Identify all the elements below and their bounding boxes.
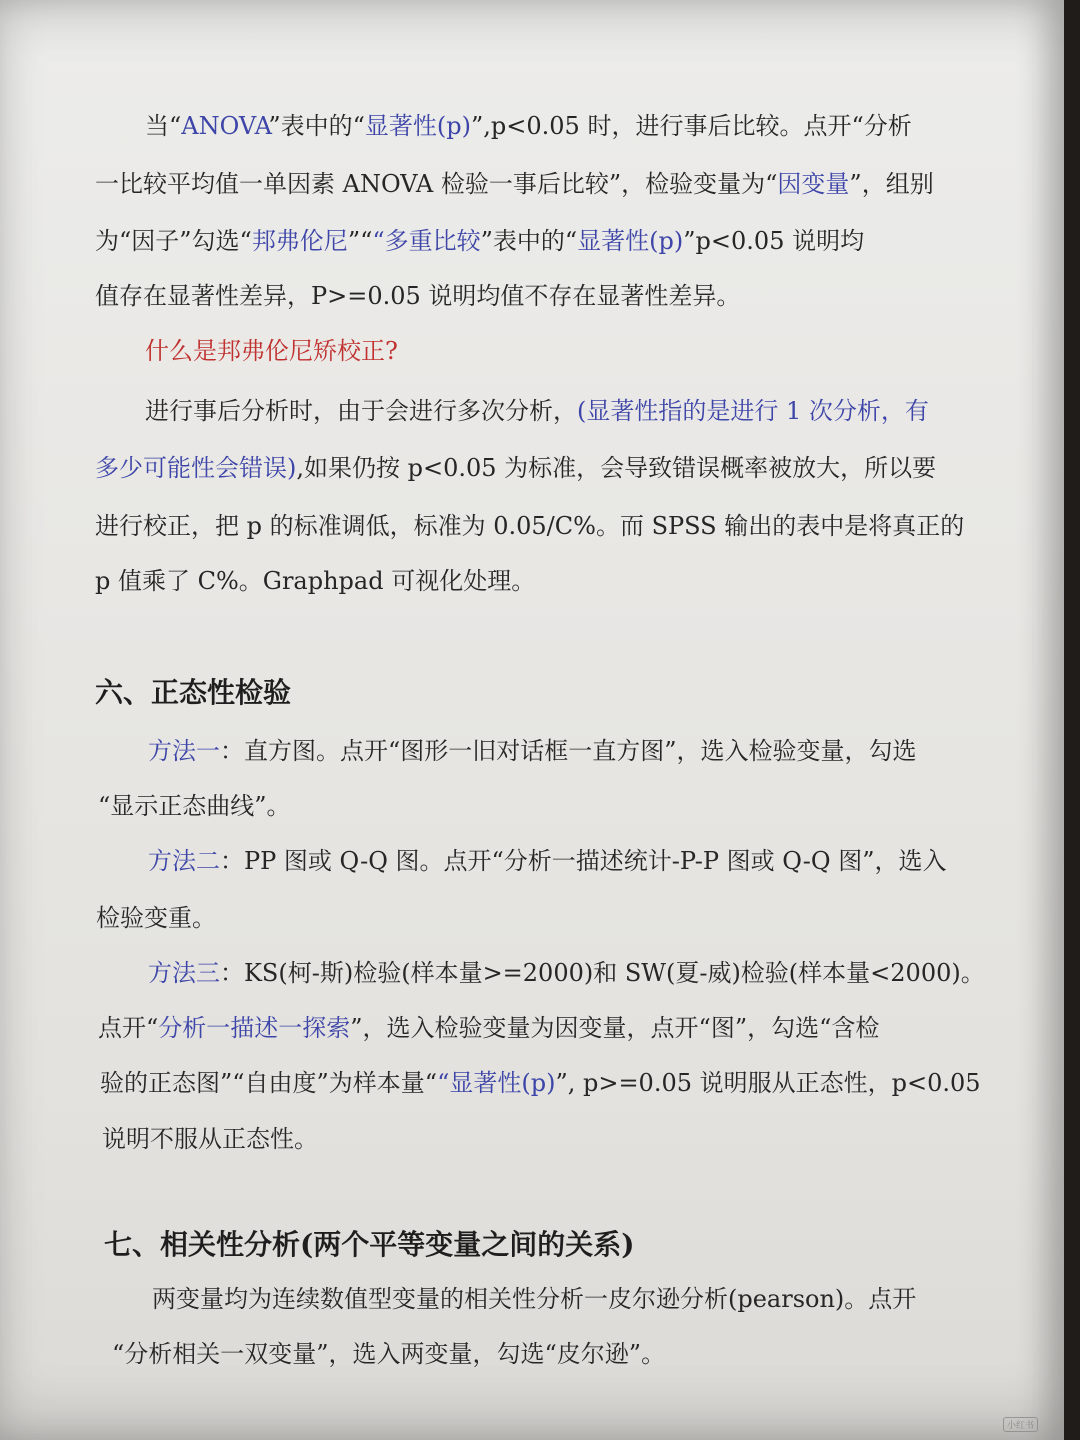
correlation-line-2: “分析相关一双变量”，选入两变量，勾选“皮尔逊”。 bbox=[112, 1340, 666, 1368]
anova-line-2 bbox=[95, 168, 934, 200]
highlight-text: 多少可能性会错误) bbox=[95, 454, 297, 482]
highlight-text: 邦弗伦尼 bbox=[251, 227, 348, 255]
text: ”，选入检验变量为因变量，点开“图”，勾选“含检 bbox=[350, 1014, 880, 1042]
method-3-line-2 bbox=[98, 1012, 879, 1044]
method-3-line-4: 说明不服从正态性。 bbox=[102, 1125, 318, 1153]
method-1-line-1 bbox=[148, 735, 917, 767]
text: ”“ bbox=[347, 227, 373, 255]
anova-line-1 bbox=[145, 110, 912, 142]
highlight-text: 显著性(p) bbox=[577, 227, 684, 255]
text: ,如果仍按 p<0.05 为标准，会导致错误概率被放大，所以要 bbox=[296, 454, 937, 482]
method-1-line-2: “显示正态曲线”。 bbox=[98, 792, 291, 820]
text: 验的正态图”“自由度”为样本量“ bbox=[100, 1069, 438, 1097]
text: 为“因子”勾选“ bbox=[95, 227, 252, 255]
page-edge-shadow bbox=[1064, 0, 1080, 1440]
text: ”,p<0.05 时，进行事后比较。点开“分析 bbox=[471, 112, 912, 140]
text: 进行事后分析时，由于会进行多次分析， bbox=[145, 397, 577, 425]
text: ”表中的“ bbox=[480, 227, 578, 255]
section-heading-normality: 六、正态性检验 bbox=[95, 676, 292, 709]
bonferroni-line-3: 进行校正，把 p 的标准调低，标准为 0.05/C%。而 SPSS 输出的表中是将真正的 bbox=[95, 512, 965, 540]
text: ：KS(柯-斯)检验(样本量>=2000)和 SW(夏-威)检验(样本量<2000)。 bbox=[220, 959, 985, 987]
text: ”, p>=0.05 说明服从正态性，p<0.05 bbox=[555, 1069, 981, 1097]
highlight-text: 显著性(p) bbox=[364, 112, 472, 140]
highlight-text: 因变量 bbox=[777, 170, 850, 198]
bonferroni-line-4: p 值乘了 C%。Graphpad 可视化处理。 bbox=[95, 567, 536, 595]
section-heading-correlation: 七、相关性分析(两个平等变量之间的关系) bbox=[104, 1228, 635, 1261]
correlation-line-1: 两变量均为连续数值型变量的相关性分析一皮尔逊分析(pearson)。点开 bbox=[152, 1285, 917, 1313]
text: 一比较平均值一单因素 ANOVA 检验一事后比较”，检验变量为“ bbox=[95, 170, 778, 198]
text: ”，组别 bbox=[849, 170, 934, 198]
text: ：PP 图或 Q-Q 图。点开“分析一描述统计-P-P 图或 Q-Q 图”，选入 bbox=[220, 847, 947, 875]
bonferroni-line-1 bbox=[145, 395, 929, 427]
method-3-line-1 bbox=[148, 957, 985, 989]
text: ”p<0.05 说明均 bbox=[683, 227, 865, 255]
method-label: 方法三 bbox=[148, 959, 220, 987]
highlight-text: “多重比较 bbox=[372, 227, 481, 255]
text: 点开“ bbox=[98, 1014, 159, 1042]
highlight-text: (显著性指的是进行 1 次分析，有 bbox=[577, 397, 929, 425]
text: 当“ bbox=[145, 112, 182, 140]
text: ”表中的“ bbox=[268, 112, 365, 140]
anova-line-3 bbox=[95, 225, 864, 257]
anova-line-4: 值存在显著性差异，P>=0.05 说明均值不存在显著性差异。 bbox=[95, 282, 741, 310]
watermark-logo: 小红书 bbox=[1003, 1417, 1038, 1432]
text: ：直方图。点开“图形一旧对话框一直方图”，选入检验变量，勾选 bbox=[220, 737, 917, 765]
bonferroni-line-2 bbox=[95, 452, 936, 484]
highlight-text: “显著性(p) bbox=[437, 1069, 556, 1097]
method-2-line-1 bbox=[148, 845, 947, 877]
method-label: 方法二 bbox=[148, 847, 220, 875]
highlight-text: ANOVA bbox=[181, 112, 269, 140]
bonferroni-question: 什么是邦弗伦尼矫校正? bbox=[145, 337, 398, 365]
method-label: 方法一 bbox=[148, 737, 220, 765]
method-2-line-2: 检验变重。 bbox=[96, 904, 216, 932]
highlight-text: 分析一描述一探索 bbox=[158, 1014, 351, 1042]
method-3-line-3 bbox=[100, 1067, 981, 1099]
